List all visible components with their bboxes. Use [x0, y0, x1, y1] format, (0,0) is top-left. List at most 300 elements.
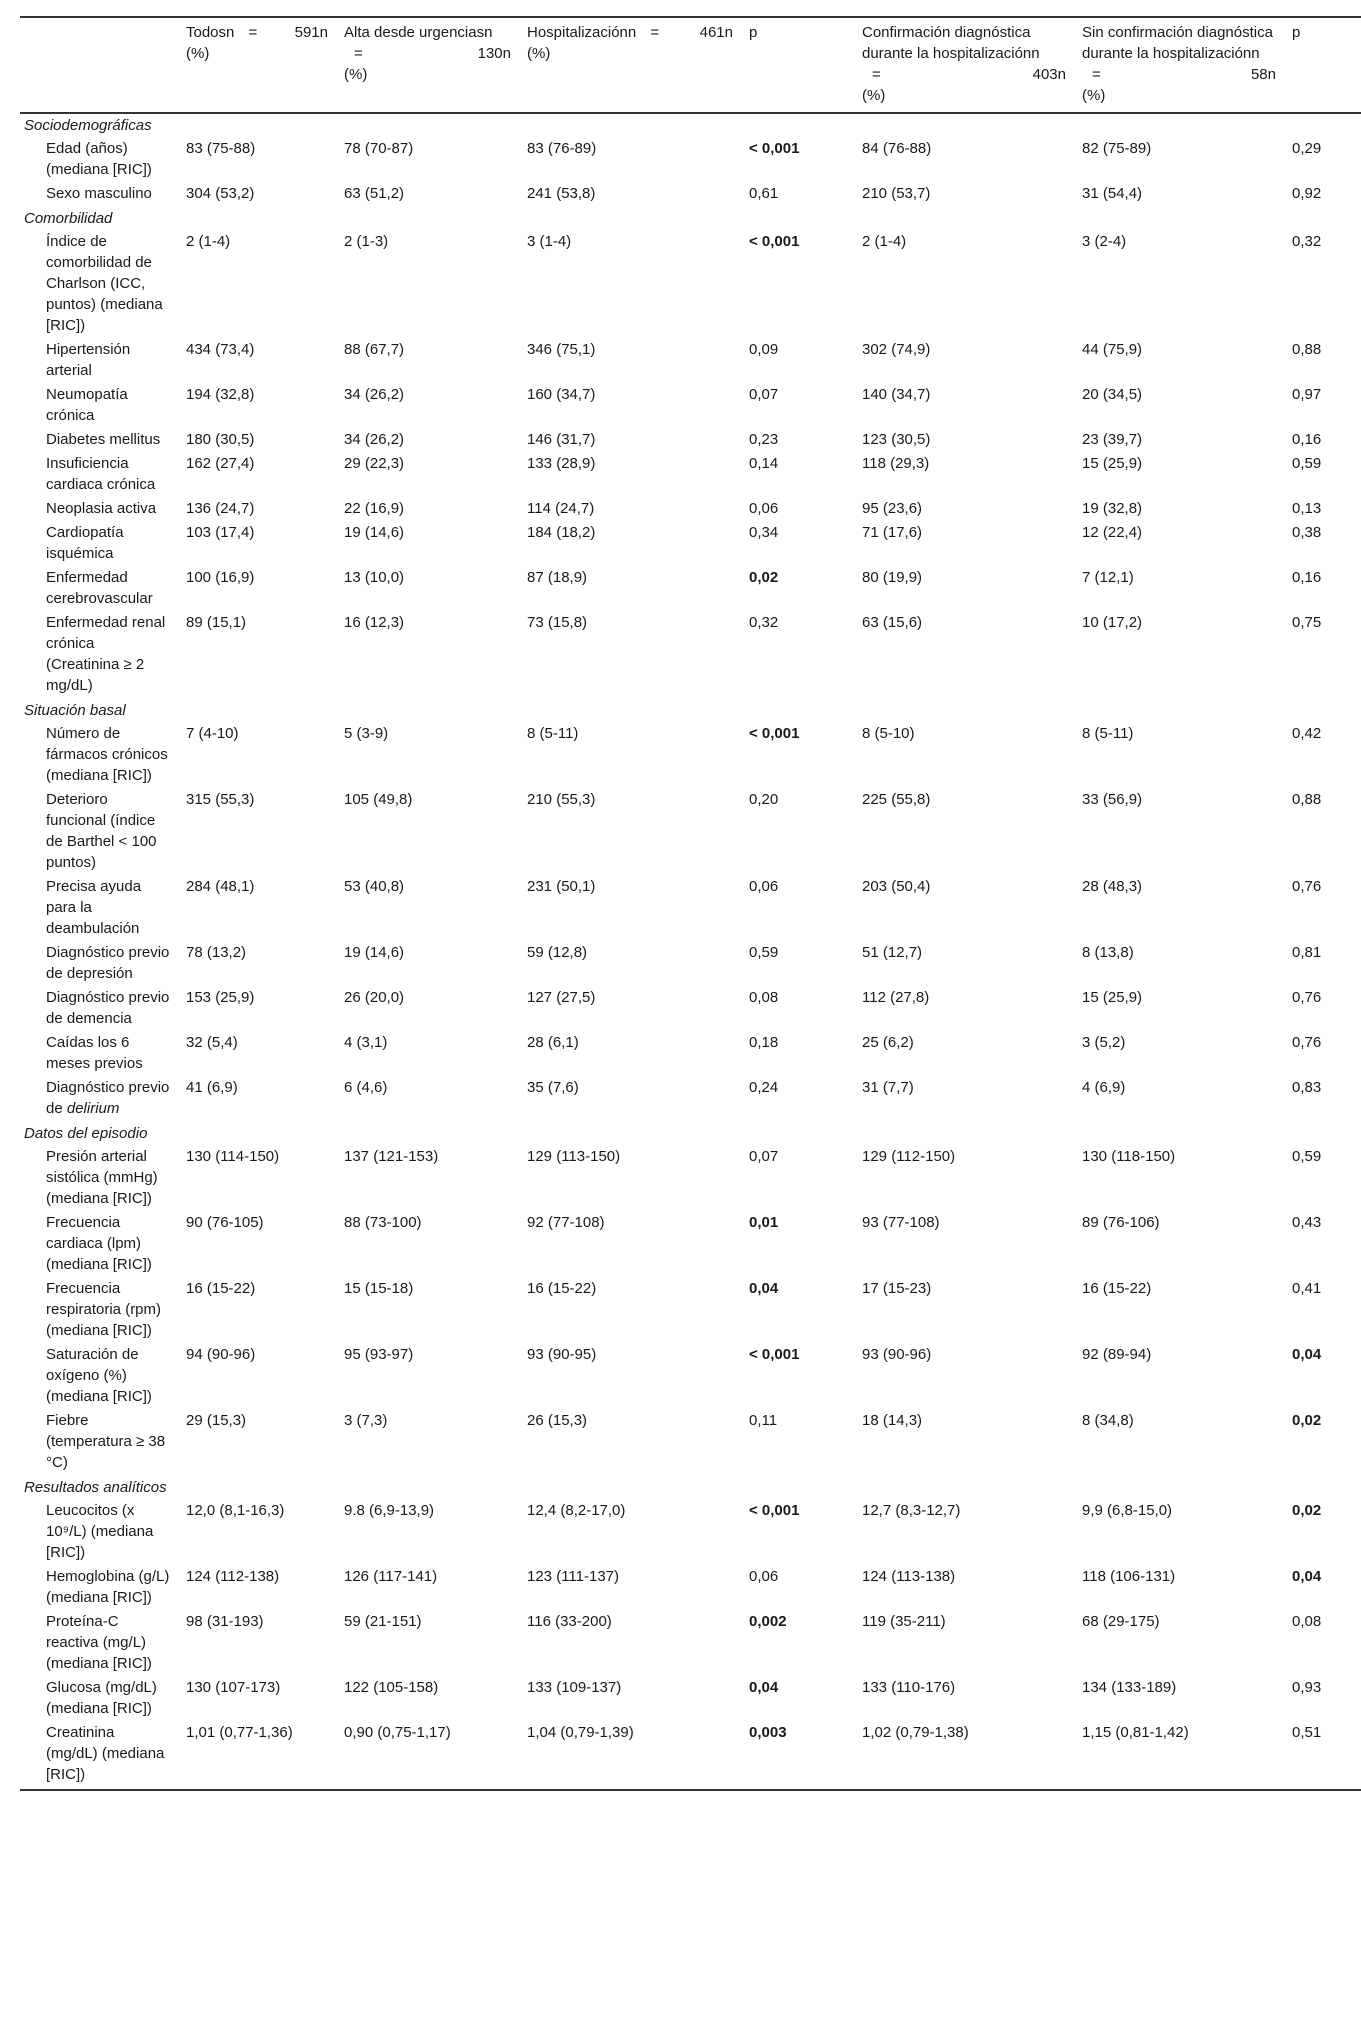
cell-alta: 78 (70-87)	[344, 140, 414, 157]
table-row	[20, 1278, 1361, 1344]
cell-p1: 0,07	[749, 386, 779, 403]
cell-p1: 0,04	[749, 1280, 779, 1297]
cell-sin-confirmacion: 3 (2-4)	[1082, 233, 1127, 250]
row-label	[20, 1611, 178, 1677]
header-p1: p	[741, 17, 854, 113]
cell-todos: 130 (107-173)	[186, 1679, 281, 1696]
cell-confirmacion: 1,02 (0,79-1,38)	[854, 1722, 1074, 1790]
cell-hospitalizacion: 87 (18,9)	[527, 569, 588, 586]
cell-sin-confirmacion: 7 (12,1)	[1082, 569, 1134, 586]
row-label-text: Índice de comorbilidad de Charlson (ICC, puntos) (mediana [RIC])	[46, 233, 163, 334]
cell-p1: 0,14	[749, 455, 779, 472]
table-row	[20, 1212, 1361, 1278]
row-label	[20, 429, 178, 453]
row-label-text: Caídas los 6 meses previos	[46, 1034, 143, 1072]
cell-alta: 53 (40,8)	[344, 878, 405, 895]
section-row	[20, 207, 1361, 231]
table-row	[20, 1566, 1361, 1611]
row-label-text: Deterioro funcional (índice de Barthel < 100 puntos)	[46, 791, 157, 871]
cell-alta: 59 (21-151)	[344, 1613, 422, 1630]
cell-p2: 0,04	[1292, 1568, 1322, 1585]
row-label-text: Diagnóstico previo de depresión	[46, 944, 170, 982]
table-row	[20, 1344, 1361, 1410]
cell-alta: 6 (4,6)	[344, 1079, 388, 1096]
cell-todos: 98 (31-193)	[186, 1613, 264, 1630]
cell-hospitalizacion: 3 (1-4)	[527, 233, 572, 250]
cell-hospitalizacion: 8 (5-11)	[527, 725, 579, 742]
row-label	[20, 453, 178, 498]
cell-p1: 0,59	[749, 944, 779, 961]
row-label-text: Creatinina (mg/dL) (mediana [RIC])	[46, 1724, 165, 1783]
cell-confirmacion: 112 (27,8)	[862, 989, 930, 1006]
row-label	[20, 942, 178, 987]
cell-hospitalizacion: 73 (15,8)	[527, 614, 588, 631]
cell-confirmacion: 63 (15,6)	[862, 614, 923, 631]
row-label	[20, 522, 178, 567]
table-row	[20, 1146, 1361, 1212]
cell-hospitalizacion: 231 (50,1)	[527, 878, 596, 895]
cell-confirmacion: 18 (14,3)	[862, 1412, 923, 1429]
cell-todos: 153 (25,9)	[186, 989, 255, 1006]
cell-todos: 180 (30,5)	[186, 431, 255, 448]
cell-confirmacion: 80 (19,9)	[862, 569, 923, 586]
cell-sin-confirmacion: 8 (13,8)	[1082, 944, 1134, 961]
cell-hospitalizacion: 160 (34,7)	[527, 386, 596, 403]
row-label-text: Neumopatía crónica	[46, 386, 128, 424]
row-label	[20, 1278, 178, 1344]
cell-sin-confirmacion: 12 (22,4)	[1082, 524, 1143, 541]
row-label-text: Frecuencia cardiaca (lpm) (mediana [RIC])	[46, 1214, 152, 1273]
header-todos: Todosn = 591n (%)	[178, 17, 336, 113]
row-label-text: Diagnóstico previo de demencia	[46, 989, 170, 1027]
cell-todos: 162 (27,4)	[186, 455, 255, 472]
row-label	[20, 1344, 178, 1410]
cell-hospitalizacion: 133 (109-137)	[527, 1679, 622, 1696]
cell-confirmacion: 17 (15-23)	[862, 1280, 932, 1297]
section-title: Sociodemográficas	[24, 117, 152, 134]
row-label-text: Enfermedad renal crónica (Creatinina ≥ 2 mg/dL)	[46, 614, 166, 694]
cell-p2: 0,59	[1292, 455, 1322, 472]
cell-confirmacion: 25 (6,2)	[862, 1034, 914, 1051]
cell-alta: 105 (49,8)	[344, 791, 413, 808]
cell-p1: < 0,001	[749, 140, 800, 157]
cell-hospitalizacion: 16 (15-22)	[527, 1280, 597, 1297]
cell-confirmacion: 119 (35-211)	[862, 1613, 946, 1630]
table-row	[20, 1410, 1361, 1476]
row-label-text: Neoplasia activa	[46, 500, 157, 517]
cell-alta: 2 (1-3)	[344, 233, 389, 250]
table-row	[20, 1077, 1361, 1122]
row-label	[20, 876, 178, 942]
table-row	[20, 429, 1361, 453]
cell-sin-confirmacion: 44 (75,9)	[1082, 341, 1143, 358]
table-row	[20, 987, 1361, 1032]
cell-sin-confirmacion: 82 (75-89)	[1082, 140, 1152, 157]
cell-hospitalizacion: 12,4 (8,2-17,0)	[527, 1502, 626, 1519]
cell-p1: < 0,001	[749, 233, 800, 250]
cell-hospitalizacion: 93 (90-95)	[527, 1346, 597, 1363]
section-row	[20, 113, 1361, 138]
cell-p2: 0,16	[1292, 431, 1322, 448]
cell-sin-confirmacion: 33 (56,9)	[1082, 791, 1143, 808]
row-label	[20, 339, 178, 384]
row-label	[20, 723, 178, 789]
header-hospitalizacion: Hospitalizaciónn = 461n (%)	[519, 17, 741, 113]
cell-p1: 0,04	[749, 1679, 779, 1696]
cell-sin-confirmacion: 8 (34,8)	[1082, 1412, 1134, 1429]
cell-confirmacion: 2 (1-4)	[862, 233, 907, 250]
cell-alta: 3 (7,3)	[344, 1412, 388, 1429]
row-label	[20, 1146, 178, 1212]
row-label-text: Enfermedad cerebrovascular	[46, 569, 153, 607]
cell-confirmacion: 12,7 (8,3-12,7)	[862, 1502, 961, 1519]
cell-confirmacion: 71 (17,6)	[862, 524, 923, 541]
cell-alta: 16 (12,3)	[344, 614, 405, 631]
row-label-text: Fiebre (temperatura ≥ 38 °C)	[46, 1412, 166, 1471]
cell-sin-confirmacion: 15 (25,9)	[1082, 989, 1143, 1006]
cell-todos: 78 (13,2)	[186, 944, 247, 961]
cell-alta: 63 (51,2)	[344, 185, 405, 202]
cell-p1: 0,34	[749, 524, 779, 541]
cell-alta: 26 (20,0)	[344, 989, 405, 1006]
cell-todos: 304 (53,2)	[186, 185, 255, 202]
cell-hospitalizacion: 116 (33-200)	[527, 1613, 612, 1630]
table-row	[20, 183, 1361, 207]
row-label	[20, 987, 178, 1032]
row-label-text: Frecuencia respiratoria (rpm) (mediana [RIC])	[46, 1280, 162, 1339]
row-label-text: Saturación de oxígeno (%) (mediana [RIC])	[46, 1346, 152, 1405]
table-row	[20, 1032, 1361, 1077]
cell-p2: 0,51	[1284, 1722, 1361, 1790]
cell-p2: 0,76	[1292, 1034, 1322, 1051]
cell-sin-confirmacion: 10 (17,2)	[1082, 614, 1143, 631]
table-row	[20, 789, 1361, 876]
cell-p1: 0,02	[749, 569, 779, 586]
cell-p1: 0,32	[749, 614, 779, 631]
cell-alta: 34 (26,2)	[344, 386, 405, 403]
cell-alta: 34 (26,2)	[344, 431, 405, 448]
row-label-text: Diabetes mellitus	[46, 431, 161, 448]
cell-confirmacion: 84 (76-88)	[862, 140, 932, 157]
cell-alta: 5 (3-9)	[344, 725, 389, 742]
cell-p2: 0,04	[1292, 1346, 1322, 1363]
row-label	[20, 1032, 178, 1077]
cell-p1: 0,01	[749, 1214, 779, 1231]
table-row	[20, 942, 1361, 987]
cell-sin-confirmacion: 28 (48,3)	[1082, 878, 1143, 895]
cell-sin-confirmacion: 8 (5-11)	[1082, 725, 1134, 742]
row-label-text: Sexo masculino	[46, 185, 152, 202]
cell-todos: 41 (6,9)	[186, 1079, 238, 1096]
cell-p1: 0,06	[749, 878, 779, 895]
table-row	[20, 1500, 1361, 1566]
row-label	[20, 138, 178, 183]
cell-p2: 0,02	[1292, 1412, 1322, 1429]
cell-hospitalizacion: 346 (75,1)	[527, 341, 596, 358]
section-title: Comorbilidad	[24, 210, 113, 227]
cell-hospitalizacion: 133 (28,9)	[527, 455, 596, 472]
table-row	[20, 384, 1361, 429]
row-label	[20, 789, 178, 876]
row-label-text: Insuficiencia cardiaca crónica	[46, 455, 156, 493]
cell-hospitalizacion: 127 (27,5)	[527, 989, 596, 1006]
cell-p2: 0,38	[1292, 524, 1322, 541]
cell-sin-confirmacion: 89 (76-106)	[1082, 1214, 1160, 1231]
row-label-text: Glucosa (mg/dL) (mediana [RIC])	[46, 1679, 157, 1717]
cell-todos: 103 (17,4)	[186, 524, 255, 541]
cell-p2: 0,41	[1292, 1280, 1322, 1297]
cell-hospitalizacion: 35 (7,6)	[527, 1079, 579, 1096]
cell-p1: < 0,001	[749, 725, 800, 742]
cell-sin-confirmacion: 118 (106-131)	[1082, 1568, 1176, 1585]
row-label	[20, 498, 178, 522]
cell-alta: 29 (22,3)	[344, 455, 405, 472]
cell-confirmacion: 140 (34,7)	[862, 386, 931, 403]
table-row	[20, 1677, 1361, 1722]
cell-confirmacion: 123 (30,5)	[862, 431, 931, 448]
cell-sin-confirmacion: 19 (32,8)	[1082, 500, 1143, 517]
cell-todos: 124 (112-138)	[186, 1568, 280, 1585]
header-label	[20, 17, 178, 113]
baseline-characteristics-table	[20, 16, 1361, 1791]
row-label-text: Leucocitos (x 10⁹/L) (mediana [RIC])	[46, 1502, 154, 1561]
cell-confirmacion: 129 (112-150)	[862, 1148, 956, 1165]
cell-p1: 0,06	[749, 500, 779, 517]
cell-todos: 32 (5,4)	[186, 1034, 238, 1051]
cell-alta: 126 (117-141)	[344, 1568, 438, 1585]
cell-alta: 137 (121-153)	[344, 1148, 439, 1165]
cell-todos: 284 (48,1)	[186, 878, 255, 895]
header-confirmacion: Confirmación diagnóstica durante la hospitalizaciónn = 403n (%)	[854, 17, 1074, 113]
row-label-text: Proteína-C reactiva (mg/L) (mediana [RIC])	[46, 1613, 152, 1672]
row-label-text: Hemoglobina (g/L) (mediana [RIC])	[46, 1568, 170, 1606]
row-label	[20, 1077, 178, 1122]
cell-hospitalizacion: 241 (53,8)	[527, 185, 596, 202]
cell-todos: 12,0 (8,1-16,3)	[186, 1502, 285, 1519]
section-row	[20, 1476, 1361, 1500]
cell-p2: 0,93	[1292, 1679, 1322, 1696]
cell-todos: 194 (32,8)	[186, 386, 255, 403]
cell-sin-confirmacion: 9,9 (6,8-15,0)	[1082, 1502, 1173, 1519]
table-row	[20, 876, 1361, 942]
cell-confirmacion: 133 (110-176)	[862, 1679, 956, 1696]
row-label-text: Hipertensión arterial	[46, 341, 131, 379]
cell-hospitalizacion: 59 (12,8)	[527, 944, 588, 961]
cell-p2: 0,88	[1292, 791, 1322, 808]
cell-sin-confirmacion: 130 (118-150)	[1082, 1148, 1176, 1165]
cell-todos: 136 (24,7)	[186, 500, 255, 517]
row-label-italic: delirium	[66, 1100, 120, 1117]
cell-todos: 94 (90-96)	[186, 1346, 256, 1363]
cell-alta: 22 (16,9)	[344, 500, 405, 517]
cell-sin-confirmacion: 4 (6,9)	[1082, 1079, 1126, 1096]
cell-p2: 0,97	[1292, 386, 1322, 403]
row-label	[20, 231, 178, 339]
row-label	[20, 567, 178, 612]
cell-p1: 0,24	[749, 1079, 779, 1096]
table-row	[20, 723, 1361, 789]
cell-p1: 0,11	[749, 1412, 778, 1429]
cell-alta: 19 (14,6)	[344, 944, 405, 961]
section-row	[20, 699, 1361, 723]
cell-todos: 89 (15,1)	[186, 614, 247, 631]
cell-todos: 83 (75-88)	[186, 140, 256, 157]
cell-sin-confirmacion: 1,15 (0,81-1,42)	[1074, 1722, 1284, 1790]
cell-p1: 0,002	[749, 1613, 787, 1630]
cell-sin-confirmacion: 23 (39,7)	[1082, 431, 1143, 448]
cell-alta: 88 (73-100)	[344, 1214, 422, 1231]
cell-sin-confirmacion: 68 (29-175)	[1082, 1613, 1160, 1630]
row-label-text: Cardiopatía isquémica	[46, 524, 124, 562]
cell-hospitalizacion: 210 (55,3)	[527, 791, 596, 808]
section-title: Resultados analíticos	[24, 1479, 167, 1496]
cell-hospitalizacion: 123 (111-137)	[527, 1568, 620, 1585]
cell-confirmacion: 302 (74,9)	[862, 341, 931, 358]
cell-confirmacion: 225 (55,8)	[862, 791, 931, 808]
cell-p2: 0,02	[1292, 1502, 1322, 1519]
cell-hospitalizacion: 83 (76-89)	[527, 140, 597, 157]
cell-todos: 315 (55,3)	[186, 791, 255, 808]
cell-p1: 0,20	[749, 791, 779, 808]
cell-confirmacion: 210 (53,7)	[862, 185, 931, 202]
cell-sin-confirmacion: 134 (133-189)	[1082, 1679, 1177, 1696]
row-label	[20, 1677, 178, 1722]
cell-p2: 0,16	[1292, 569, 1322, 586]
cell-alta: 88 (67,7)	[344, 341, 405, 358]
cell-p2: 0,32	[1292, 233, 1322, 250]
header-p2: p	[1284, 17, 1361, 113]
cell-alta: 122 (105-158)	[344, 1679, 439, 1696]
cell-todos: 7 (4-10)	[186, 725, 239, 742]
cell-confirmacion: 124 (113-138)	[862, 1568, 956, 1585]
table-row	[20, 231, 1361, 339]
cell-p2: 0,08	[1292, 1613, 1322, 1630]
table-row	[20, 453, 1361, 498]
row-label-text: Número de fármacos crónicos (mediana [RIC])	[46, 725, 168, 784]
cell-hospitalizacion: 114 (24,7)	[527, 500, 595, 517]
table-body	[20, 113, 1361, 1790]
cell-alta: 0,90 (0,75-1,17)	[336, 1722, 519, 1790]
cell-confirmacion: 51 (12,7)	[862, 944, 923, 961]
row-label	[20, 1212, 178, 1278]
cell-confirmacion: 8 (5-10)	[862, 725, 915, 742]
section-title: Datos del episodio	[24, 1125, 148, 1142]
cell-p2: 0,43	[1292, 1214, 1322, 1231]
row-label-text: Edad (años) (mediana [RIC])	[46, 140, 152, 178]
table-row	[20, 612, 1361, 699]
cell-hospitalizacion: 28 (6,1)	[527, 1034, 579, 1051]
cell-p2: 0,88	[1292, 341, 1322, 358]
cell-p1: < 0,001	[749, 1502, 800, 1519]
cell-todos: 1,01 (0,77-1,36)	[178, 1722, 336, 1790]
cell-confirmacion: 118 (29,3)	[862, 455, 930, 472]
cell-p1: 0,09	[749, 341, 779, 358]
cell-p2: 0,42	[1292, 725, 1322, 742]
cell-todos: 434 (73,4)	[186, 341, 255, 358]
cell-confirmacion: 31 (7,7)	[862, 1079, 914, 1096]
cell-p1: 0,003	[741, 1722, 854, 1790]
cell-p1: 0,08	[749, 989, 779, 1006]
table-row	[20, 1611, 1361, 1677]
cell-p2: 0,13	[1292, 500, 1322, 517]
cell-confirmacion: 95 (23,6)	[862, 500, 923, 517]
header-sin-confirmacion: Sin confirmación diagnóstica durante la hospitalizaciónn = 58n (%)	[1074, 17, 1284, 113]
cell-p2: 0,83	[1292, 1079, 1322, 1096]
header-alta: Alta desde urgenciasn = 130n (%)	[336, 17, 519, 113]
cell-hospitalizacion: 1,04 (0,79-1,39)	[519, 1722, 741, 1790]
cell-p2: 0,92	[1292, 185, 1322, 202]
row-label-text: Diagnóstico previo de	[46, 1079, 170, 1117]
cell-p1: < 0,001	[749, 1346, 800, 1363]
cell-p2: 0,76	[1292, 989, 1322, 1006]
table-row	[20, 1722, 1361, 1790]
cell-confirmacion: 203 (50,4)	[862, 878, 931, 895]
row-label	[20, 183, 178, 207]
row-label	[20, 1500, 178, 1566]
row-label	[20, 612, 178, 699]
row-label	[20, 384, 178, 429]
cell-sin-confirmacion: 3 (5,2)	[1082, 1034, 1126, 1051]
cell-alta: 4 (3,1)	[344, 1034, 388, 1051]
cell-confirmacion: 93 (90-96)	[862, 1346, 932, 1363]
cell-alta: 13 (10,0)	[344, 569, 405, 586]
cell-sin-confirmacion: 92 (89-94)	[1082, 1346, 1152, 1363]
row-label-text: Presión arterial sistólica (mmHg) (mediana [RIC])	[46, 1148, 158, 1207]
cell-alta: 19 (14,6)	[344, 524, 405, 541]
cell-alta: 9.8 (6,9-13,9)	[344, 1502, 435, 1519]
cell-todos: 100 (16,9)	[186, 569, 255, 586]
cell-sin-confirmacion: 31 (54,4)	[1082, 185, 1143, 202]
cell-p1: 0,61	[749, 185, 779, 202]
cell-hospitalizacion: 146 (31,7)	[527, 431, 596, 448]
table-header-row	[20, 17, 1361, 113]
cell-p1: 0,07	[749, 1148, 779, 1165]
cell-hospitalizacion: 26 (15,3)	[527, 1412, 588, 1429]
cell-todos: 90 (76-105)	[186, 1214, 264, 1231]
cell-todos: 2 (1-4)	[186, 233, 231, 250]
cell-todos: 16 (15-22)	[186, 1280, 256, 1297]
cell-confirmacion: 93 (77-108)	[862, 1214, 940, 1231]
table-row	[20, 522, 1361, 567]
cell-hospitalizacion: 184 (18,2)	[527, 524, 596, 541]
table-row	[20, 138, 1361, 183]
table-row	[20, 498, 1361, 522]
section-title: Situación basal	[24, 702, 126, 719]
table-row	[20, 339, 1361, 384]
row-label	[20, 1722, 178, 1790]
cell-p2: 0,75	[1292, 614, 1322, 631]
cell-alta: 15 (15-18)	[344, 1280, 414, 1297]
cell-p2: 0,81	[1292, 944, 1322, 961]
cell-todos: 29 (15,3)	[186, 1412, 247, 1429]
cell-hospitalizacion: 92 (77-108)	[527, 1214, 605, 1231]
cell-p2: 0,59	[1292, 1148, 1322, 1165]
cell-sin-confirmacion: 16 (15-22)	[1082, 1280, 1152, 1297]
table-row	[20, 567, 1361, 612]
cell-p2: 0,76	[1292, 878, 1322, 895]
cell-todos: 130 (114-150)	[186, 1148, 280, 1165]
cell-p1: 0,06	[749, 1568, 779, 1585]
section-row	[20, 1122, 1361, 1146]
cell-sin-confirmacion: 20 (34,5)	[1082, 386, 1143, 403]
cell-sin-confirmacion: 15 (25,9)	[1082, 455, 1143, 472]
row-label-text: Precisa ayuda para la deambulación	[46, 878, 142, 937]
row-label	[20, 1566, 178, 1611]
row-label	[20, 1410, 178, 1476]
cell-p2: 0,29	[1292, 140, 1322, 157]
cell-p1: 0,18	[749, 1034, 779, 1051]
cell-alta: 95 (93-97)	[344, 1346, 414, 1363]
